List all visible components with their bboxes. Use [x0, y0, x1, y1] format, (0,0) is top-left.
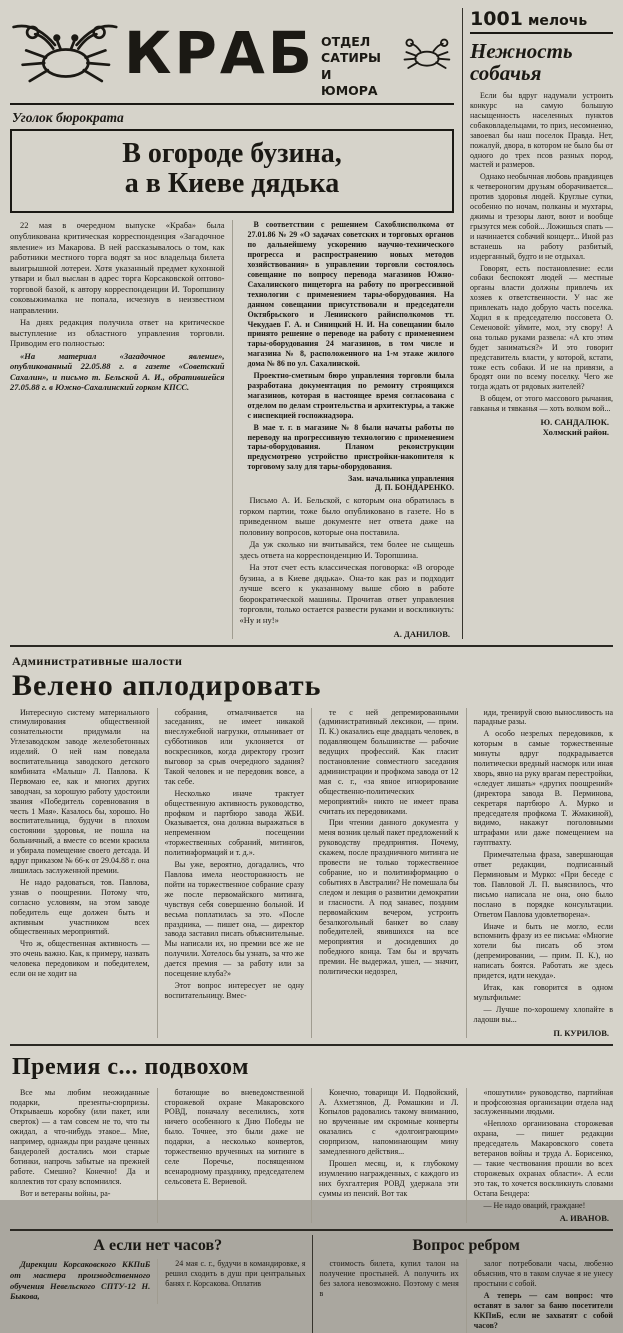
- signature: Ю. САНДАЛЮК.: [540, 417, 609, 428]
- bottom-band: [10, 1229, 613, 1332]
- paragraph: Конечно, товарищи И. Подвойский, А. Ахметзянов, Д. Ромашкин и Л. Копылов радовались такому вниманию, но врученные им скромные конверты оказались с «долгоиграющим» сюрпризом, напоминающим мину замедленного действия...: [319, 1087, 459, 1157]
- text-column: [320, 1259, 459, 1332]
- garden-col2-text: [240, 495, 455, 625]
- text-column: [466, 708, 614, 1038]
- no-watch-columns: [10, 1259, 306, 1303]
- right-column: [462, 8, 613, 639]
- bonus-headline: Премия с... подвохом: [12, 1053, 249, 1080]
- left-main: [10, 8, 462, 639]
- newspaper-logo: КРАБ: [124, 18, 316, 87]
- paragraph: 22 мая в очередном выпуске «Краба» была опубликована критическая корреспонденция «Загадочное явление» из Макарова. В ней рассказывалось о том, как работники местного торга водят за нос владельца билета выигрышной лотереи. Хотя указанный предмет кухонной утвари и был выслан в адрес торга Корсаковской оптово-торговой базой, к автору корреспонденции И. Торопшину соковыжималка не попала, исчезнув в неизвестном направлении.: [10, 220, 225, 315]
- dog-article-headline: [470, 40, 613, 84]
- question-headline: Вопрос ребром: [412, 1237, 520, 1255]
- garden-headline-line1: В огороде бузина,: [122, 138, 342, 169]
- article-no-watch: [10, 1235, 312, 1332]
- top-area: [10, 8, 613, 639]
- paragraph: Вот и ветераны войны, ра-: [20, 1188, 111, 1198]
- paragraph: Этот вопрос интересует не одну воспитательницу. Вмес-: [164, 980, 304, 1000]
- article-garden: [10, 110, 454, 639]
- official-reply-text: [240, 220, 455, 472]
- reply-signature-name: Д. П. БОНДАРЕНКО.: [375, 483, 454, 493]
- applaud-col3-text: [319, 708, 459, 977]
- applaud-columns: [10, 708, 613, 1038]
- masthead-subtitle-line2: И ЮМОРА: [321, 66, 378, 98]
- paragraph: — Лучше по-хорошему хлопайте в ладоши вы...: [473, 1004, 613, 1024]
- paragraph: Если бы вдруг надумали устроить конкурс на самую большую насыщенность населенных пунктов собаковладельцами, то приз, несомненно, завоевал бы наш поселок Правда. Нет, пожалуй, двора, в котором не было бы от одного до трех псов разных пород, мастей и размеров.: [470, 91, 613, 170]
- paragraph: В соответствии с решением Сахоблисполкома от 27.01.86 № 29 «О задачах советских и торговых органов по дальнейшему ускорению научно-технического прогресса и распространению новых методов хозяйствования» в управлении торговли состоялось совещание по вопросу перевода магазинов Южно-Сахалинского пищеторга на работу по прогрессивной технологии с применением тары-оборудования. На данном совещании присутствовали и председатели Октябрьского и Ленинского райисполкомов тт. Чекудаев Г. А. и Синицкий Н. И. На совещании было принято решение о переводе на работу с применением тары-оборудования 24 магазинов, в том числе и магазина № 8, расположенного на 1-м этаже жилого дома № 86 по ул. Сахалинской.: [247, 220, 454, 369]
- bonus-col4-text: [474, 1088, 614, 1211]
- paragraph: Дирекции Корсаковского ККПиБ от мастера производственного обучения Невельского СПТУ-12 Н. Быкова,: [10, 1259, 151, 1302]
- masthead-subtitle: [321, 34, 392, 99]
- paragraph: те с ней депремированными (административный лексикон, — прим. П. К.) оказались еще двадцать человек, в подавляющем большинстве — рабочие ведущих профессий. Как гласит постановление совместного заседания администрации и профкома завода от 12 мая с. г., «за явное игнорирование общественно-политических мероприятий» никто не имеет права считать их передовиками.: [319, 707, 459, 816]
- paragraph: На днях редакция получила ответ на критическое выступление из областного управления торговли. Приводим его полностью:: [10, 317, 225, 349]
- signature: А. ДАНИЛОВ.: [393, 628, 450, 639]
- paragraph: Говорят, есть постановление: если собаки беспокоят людей — местные органы власти должны привлечь их хозяев к ответственности. У нас же привлекать надо добрую часть поселка. Ходил я к председателю поссовета О. Семеновой: уймите, мол, эту свору! А она только руками развела: «А кто этим будет заниматься?» И это говорит представитель власти, у которой, кстати, тоже есть собаки. И не на привязи, а бродят они по всему поселку. Чего же тогда ждать от рядовых жителей?: [470, 263, 613, 392]
- text-column: [311, 1088, 459, 1224]
- paragraph: При чтении данного документа у меня возник целый пакет предложений к руководству предприятия. Почему, скажем, после праздничного митинга не провести не только торжественное собрание, но и политинформацию о событиях в Австралии? Не помешала бы следом и лекция о развитии демократии и гласности. А под занавес, поздним первомайским вечером, устроить безалкогольный банкет во славу победителей, явившихся на все мероприятия и досидевших до победного конца. Там бы и вручать премии. Не выдержал, ушел, — значит, политически недозрел,: [319, 818, 459, 977]
- paragraph: ботающие во вневедомственной сторожевой охране Макаровского РОВД, поначалу веселились, хотя ничего особенного к Дню Победы не было. Точнее, это были даже не подарки, а несколько конвертов, торжественно врученных на митинге в селе Поречье, посвященном всенародному празднику, председателем сельсовета Е. Вериевой.: [164, 1087, 304, 1186]
- masthead: [10, 8, 454, 105]
- paragraph: Примечательна фраза, завершающая ответ редакции, подписанный Перминовым и Мурко: «При беседе с тов. Павловой Л. П. выяснилось, что письмо написала не она, оно было послано в порядке консультации. Ответом Павлова удовлетворена».: [473, 850, 613, 919]
- text-column: [466, 1088, 614, 1224]
- paragraph: собрания, отмалчивается на заседаниях, не имеет никакой внеслужебной нагрузки, отлынивает от субботников или уклоняется от воскресников, когда директору грозит выговор за срыв очередного задания? Такой человек и не передовик вовсе, а так себе.: [164, 707, 304, 786]
- garden-columns: [10, 220, 454, 638]
- text-column: [157, 708, 305, 1038]
- paragraph: Интересную систему материального стимулирования общественной сознательности придумали на Углезаводском заводе железобетонных изделий. О ней нам поведала воспитательница заводского детского комбината «Малыш» Л. Павлова. К Первомаю ее, как и многих других заводчан, за хорошую работу удостоили звания «Победитель соревнования в честь 1 Мая». Казалось бы, хорошо. Но воспитательница, будучи в плохом состоянии здоровья, не пошла на больничный, а вместе со всеми красила и убирала помещение своего детсада. И вдруг приказом № 66-к от 29.04.88 г. она лишилась заслуженной премии.: [10, 707, 150, 875]
- masthead-subtitle-line1: ОТДЕЛ САТИРЫ: [321, 34, 381, 66]
- applaud-headline: Велено аплодировать: [12, 668, 322, 702]
- crab-icon: [10, 15, 118, 93]
- applaud-col1-text: [10, 708, 150, 979]
- signature-location: Холмский район.: [542, 427, 609, 438]
- text-column: [10, 220, 225, 638]
- paragraph: Проектно-сметным бюро управления торговли была разработана документация по ремонту строящихся магазинов, которая в настоящее время согласована с отделом по делам строительства и архитектуры, а также с инспекцией госпожнадзора.: [247, 371, 454, 420]
- text-column: [10, 1088, 150, 1224]
- bonus-col1-text: [10, 1088, 150, 1199]
- paragraph: стоимость билета, купил талон на получение простыней. А получить их без залога невозможно. Поэтому с меня в: [319, 1259, 459, 1299]
- reply-signature-title: Зам. начальника управления: [348, 474, 454, 484]
- dog-headline-line2: собачья: [470, 61, 542, 86]
- rubric-bureaucrat: Уголок бюрократа: [12, 110, 124, 125]
- applaud-col4-text: [474, 708, 614, 1025]
- paragraph: — Не надо оваций, граждане!: [483, 1200, 586, 1210]
- reply-signature: [240, 474, 455, 492]
- text-column: [157, 1088, 305, 1224]
- article-bonus: [10, 1044, 613, 1224]
- paragraph: Несколько иначе трактует общественную активность руководство, профком и партбюро завода ЖБИ. Оказывается, она должна выражаться в непременном посещении «торжественных собраний, митингов, политинформаций и т. д.».: [164, 788, 304, 858]
- kiosk-header: [470, 8, 613, 34]
- no-watch-col2-text: [165, 1259, 305, 1289]
- paragraph: 24 мая с. г., будучи в командировке, я решил сходить в душ при центральных банях г. Корсакова. Оплатив: [165, 1259, 306, 1289]
- question-col2-text: [474, 1259, 613, 1330]
- text-column: [311, 708, 459, 1038]
- paragraph: А особо незрелых передовиков, к которым в самые торжественные минуты вдруг подкрадывается политически вредный насморк или иная хворь, явно на руку врагам перестройки, «следует лишать» «других поощрений» (директора завода В. Перминова, секретаря партбюро А. Мурко и председателя профкома Т. Жмакиной), видимо, накажут поголовными штрафами или даже помещением на гауптвахту.: [473, 729, 613, 848]
- paragraph: «пошутили» руководство, партийная и профсоюзная организации отдела над заслуженными людьми.: [473, 1087, 613, 1117]
- bonus-col2-text: [165, 1088, 305, 1187]
- paragraph: Что ж, общественная активность — это очень важно. Как, к примеру, назвать человека передовиком и победителем, если он не ходит на: [10, 939, 150, 979]
- dog-headline-line1: Нежность: [470, 39, 573, 63]
- paragraph: В мае т. г. в магазине № 8 были начаты работы по переводу на прогрессивную технологию с применением тары-оборудования. Планом реконструкции предусмотрено устройство пристройки-накопителя к торговому залу для тары-оборудования.: [247, 422, 454, 472]
- rubric-administrative: Административные шалости: [12, 653, 183, 668]
- paragraph: Да уж сколько ни вчитывайся, тем более не сыщешь здесь ответа на корреспонденцию И. Торопшина.: [239, 539, 454, 560]
- paragraph: На этот счет есть классическая поговорка: «В огороде бузина, а в Киеве дядька». Она-то как раз и подходит лучше всего к указанному выше сбою в работе бюрократической машины. Прочитав ответ управления торговли, только остается развести руками и воскликнуть: «Ну и ну!»: [239, 562, 454, 625]
- paragraph: «Неплохо организована сторожевая охрана, — пишет редакции председатель Макаровского совета ветеранов войны и труда А. Борисенко, — такие чествования прошли во всех сторожевых охранах области». А если это так, то хочется воскликнуть словами Остапа Бендера:: [473, 1119, 613, 1198]
- article-applaud: [10, 645, 613, 1038]
- paragraph: Не надо радоваться, тов. Павлова, узнав о поощрении. Потому что, согласно условиям, на этом заводе победитель еще должен быть и активным участником всех общественных мероприятий.: [10, 877, 150, 937]
- kiosk-number: 1001: [470, 8, 523, 30]
- paragraph: Все мы любим неожиданные подарки, презенты-сюрпризы. Открываешь коробку (или пакет, или сверток) — а там совсем не то, что ты ожидал, а что-нибудь этакое... Мне, например, однажды при раздаче ценных бандеролей достались мои старые ботинки, напрочь забытые на прежней работе. Смешно? Конечно! Да и коллектив тот сразу вспомнился.: [10, 1087, 150, 1186]
- signature: П. КУРИЛОВ.: [553, 1027, 609, 1038]
- text-column: [466, 1259, 613, 1332]
- paragraph: Вы уже, вероятно, догадались, что Павлова имела неосторожность не пойти на торжественное собрание сразу же после первомайского митинга, чувствуя себя совершенно больной. И весьма поплатилась за это. «После праздника, — пишет она, — директор завода заставил писать объяснительные. Мы написали их, но премии все же не получили. Хотелось бы узнать, за что же дается премия — за работу или за посещение клуба?»: [164, 860, 304, 979]
- text-column: [10, 1259, 150, 1303]
- paragraph: А теперь — сам вопрос: что оставят в залог за баню посетители ККПиБ, если не захватят с собой часов?: [473, 1291, 613, 1330]
- paragraph: Прошел месяц, и, к глубокому изумлению награжденных, с каждого из них бухгалтерия РОВД удержала эти суммы из пенсий. Вот так: [319, 1158, 459, 1198]
- bonus-col3-text: [319, 1088, 459, 1199]
- paragraph: Однако необычная любовь правдинцев к четвероногим друзьям оборачивается... против здоровья людей. Круглые сутки, особенно по ночам, полканы и мухтары, джимы и трезоры лают, воют и вообще грызутся меж собой... Ложишься спать — и начинается собачий концерт... Иной раз встанешь на работу разбитый, издерганный, будто и не отдыхал.: [470, 172, 613, 261]
- paragraph: Письмо А. И. Бельской, с которым она обратилась в горком партии, тоже было опубликовано в газете. Но в приведенном выше документе нет ответа даже на половину вопросов, которые она поставила.: [239, 495, 454, 537]
- text-column: [232, 220, 455, 638]
- article-question: [312, 1235, 614, 1332]
- dog-article-text: [470, 91, 613, 414]
- signature: А. ИВАНОВ.: [559, 1213, 609, 1224]
- no-watch-col1-text: [10, 1259, 150, 1301]
- text-column: [157, 1259, 305, 1303]
- bonus-columns: [10, 1088, 613, 1224]
- garden-headline-line2: а в Киеве дядька: [124, 168, 340, 200]
- garden-col1-quote: [10, 351, 225, 393]
- applaud-col2-text: [165, 708, 305, 1001]
- garden-col1-text: [10, 220, 225, 348]
- garden-headline-box: [10, 129, 454, 213]
- no-watch-headline: А если нет часов?: [93, 1237, 223, 1255]
- paragraph: иди, тренируй свою выносливость на парадные разы.: [473, 707, 613, 727]
- paragraph: В общем, от этого массового рычания, гавканья и тявканья — хоть волком вой...: [470, 394, 613, 414]
- question-col1-text: [320, 1259, 459, 1299]
- paragraph: «На материал «Загадочное явление», опубликованный 22.05.88 г. в газете «Советский Сахалин», и письмо т. Бельской А. И., обратившейся 27.05.88 г. в Южно-Сахалинский горком КПСС.: [10, 350, 225, 393]
- paragraph: залог потребовали часы, любезно объяснив, что в таком случае я не унесу простыни с собой.: [473, 1259, 613, 1289]
- paragraph: Итак, как говорится в одном мультфильме:: [473, 982, 613, 1002]
- kiosk-word: мелочь: [527, 13, 588, 29]
- question-columns: [320, 1259, 614, 1332]
- small-crab-icon: [398, 32, 454, 76]
- paragraph: Иначе и быть не могло, если вспомнить фразу из ее письма: «Многие хотели бы писать об этом (депремировании, — прим. П. К.), но написать боятся. Работать же здесь придется, идти некуда».: [473, 921, 613, 981]
- text-column: [10, 708, 150, 1038]
